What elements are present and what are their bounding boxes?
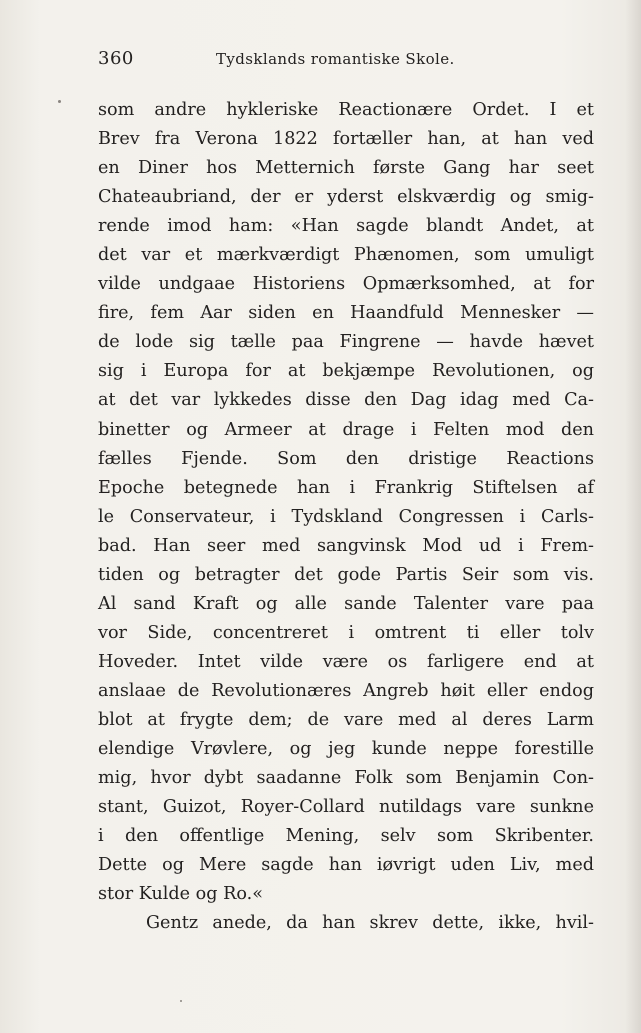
text-line: Gentz anede, da han skrev dette, ikke, hvil- (146, 913, 594, 934)
text-line: anslaae de Revolutionæres Angreb høit eller endog (98, 680, 594, 701)
text-line: elendige Vrøvlere, og jeg kunde neppe forestille (98, 739, 594, 760)
text-line: Al sand Kraft og alle sande Talenter vare paa (98, 593, 594, 614)
page-header (98, 48, 594, 74)
text-line: som andre hykleriske Reactionære Ordet. I et (98, 100, 594, 120)
text-line: Chateaubriand, der er yderst elskværdig og smig- (98, 187, 594, 208)
page-edge-shadow (625, 0, 641, 1033)
text-line: stant, Guizot, Royer-Collard nutildags vare sunkne (98, 797, 594, 818)
text-line: fire, fem Aar siden en Haandfuld Mennesker — (98, 303, 594, 324)
text-line: vilde undgaae Historiens Opmærksomhed, at for (98, 274, 594, 295)
text-line: binetter og Armeer at drage i Felten mod den (98, 419, 594, 440)
text-line: rende imod ham: «Han sagde blandt Andet, at (98, 216, 594, 237)
text-line: i den offentlige Mening, selv som Skribenter. (98, 826, 594, 847)
text-line: stor Kulde og Ro.« (98, 884, 264, 905)
text-line: de lode sig tælle paa Fingrene — havde hævet (98, 332, 594, 353)
text-line: det var et mærkværdigt Phænomen, som umuligt (98, 245, 594, 266)
text-line: at det var lykkedes disse den Dag idag med Ca- (98, 390, 594, 411)
text-line: blot at frygte dem; de vare med al deres Larm (98, 709, 594, 730)
paper-speck (58, 100, 61, 103)
text-line: mig, hvor dybt saadanne Folk som Benjamin Con- (98, 768, 594, 789)
text-line: sig i Europa for at bekjæmpe Revolutionen, og (98, 361, 594, 382)
body-text (98, 96, 594, 938)
paper-speck (180, 1000, 182, 1002)
page-number: 360 (98, 48, 134, 69)
text-line: en Diner hos Metternich første Gang har seet (98, 158, 594, 179)
text-line: le Conservateur, i Tydskland Congressen i Carls- (98, 506, 594, 527)
text-line: Dette og Mere sagde han iøvrigt uden Liv, med (98, 855, 594, 876)
text-line: Hoveder. Intet vilde være os farligere end at (98, 651, 594, 672)
text-line: bad. Han seer med sangvinsk Mod ud i Frem- (98, 535, 594, 556)
running-title: Tydsklands romantiske Skole. (216, 50, 455, 68)
text-line: tiden og betragter det gode Partis Seir som vis. (98, 564, 594, 585)
text-line: Epoche betegnede han i Frankrig Stiftelsen af (98, 477, 594, 498)
text-line: Brev fra Verona 1822 fortæller han, at han ved (98, 129, 594, 150)
text-line: fælles Fjende. Som den dristige Reactions (98, 448, 594, 469)
text-line: vor Side, concentreret i omtrent ti eller tolv (98, 622, 594, 643)
